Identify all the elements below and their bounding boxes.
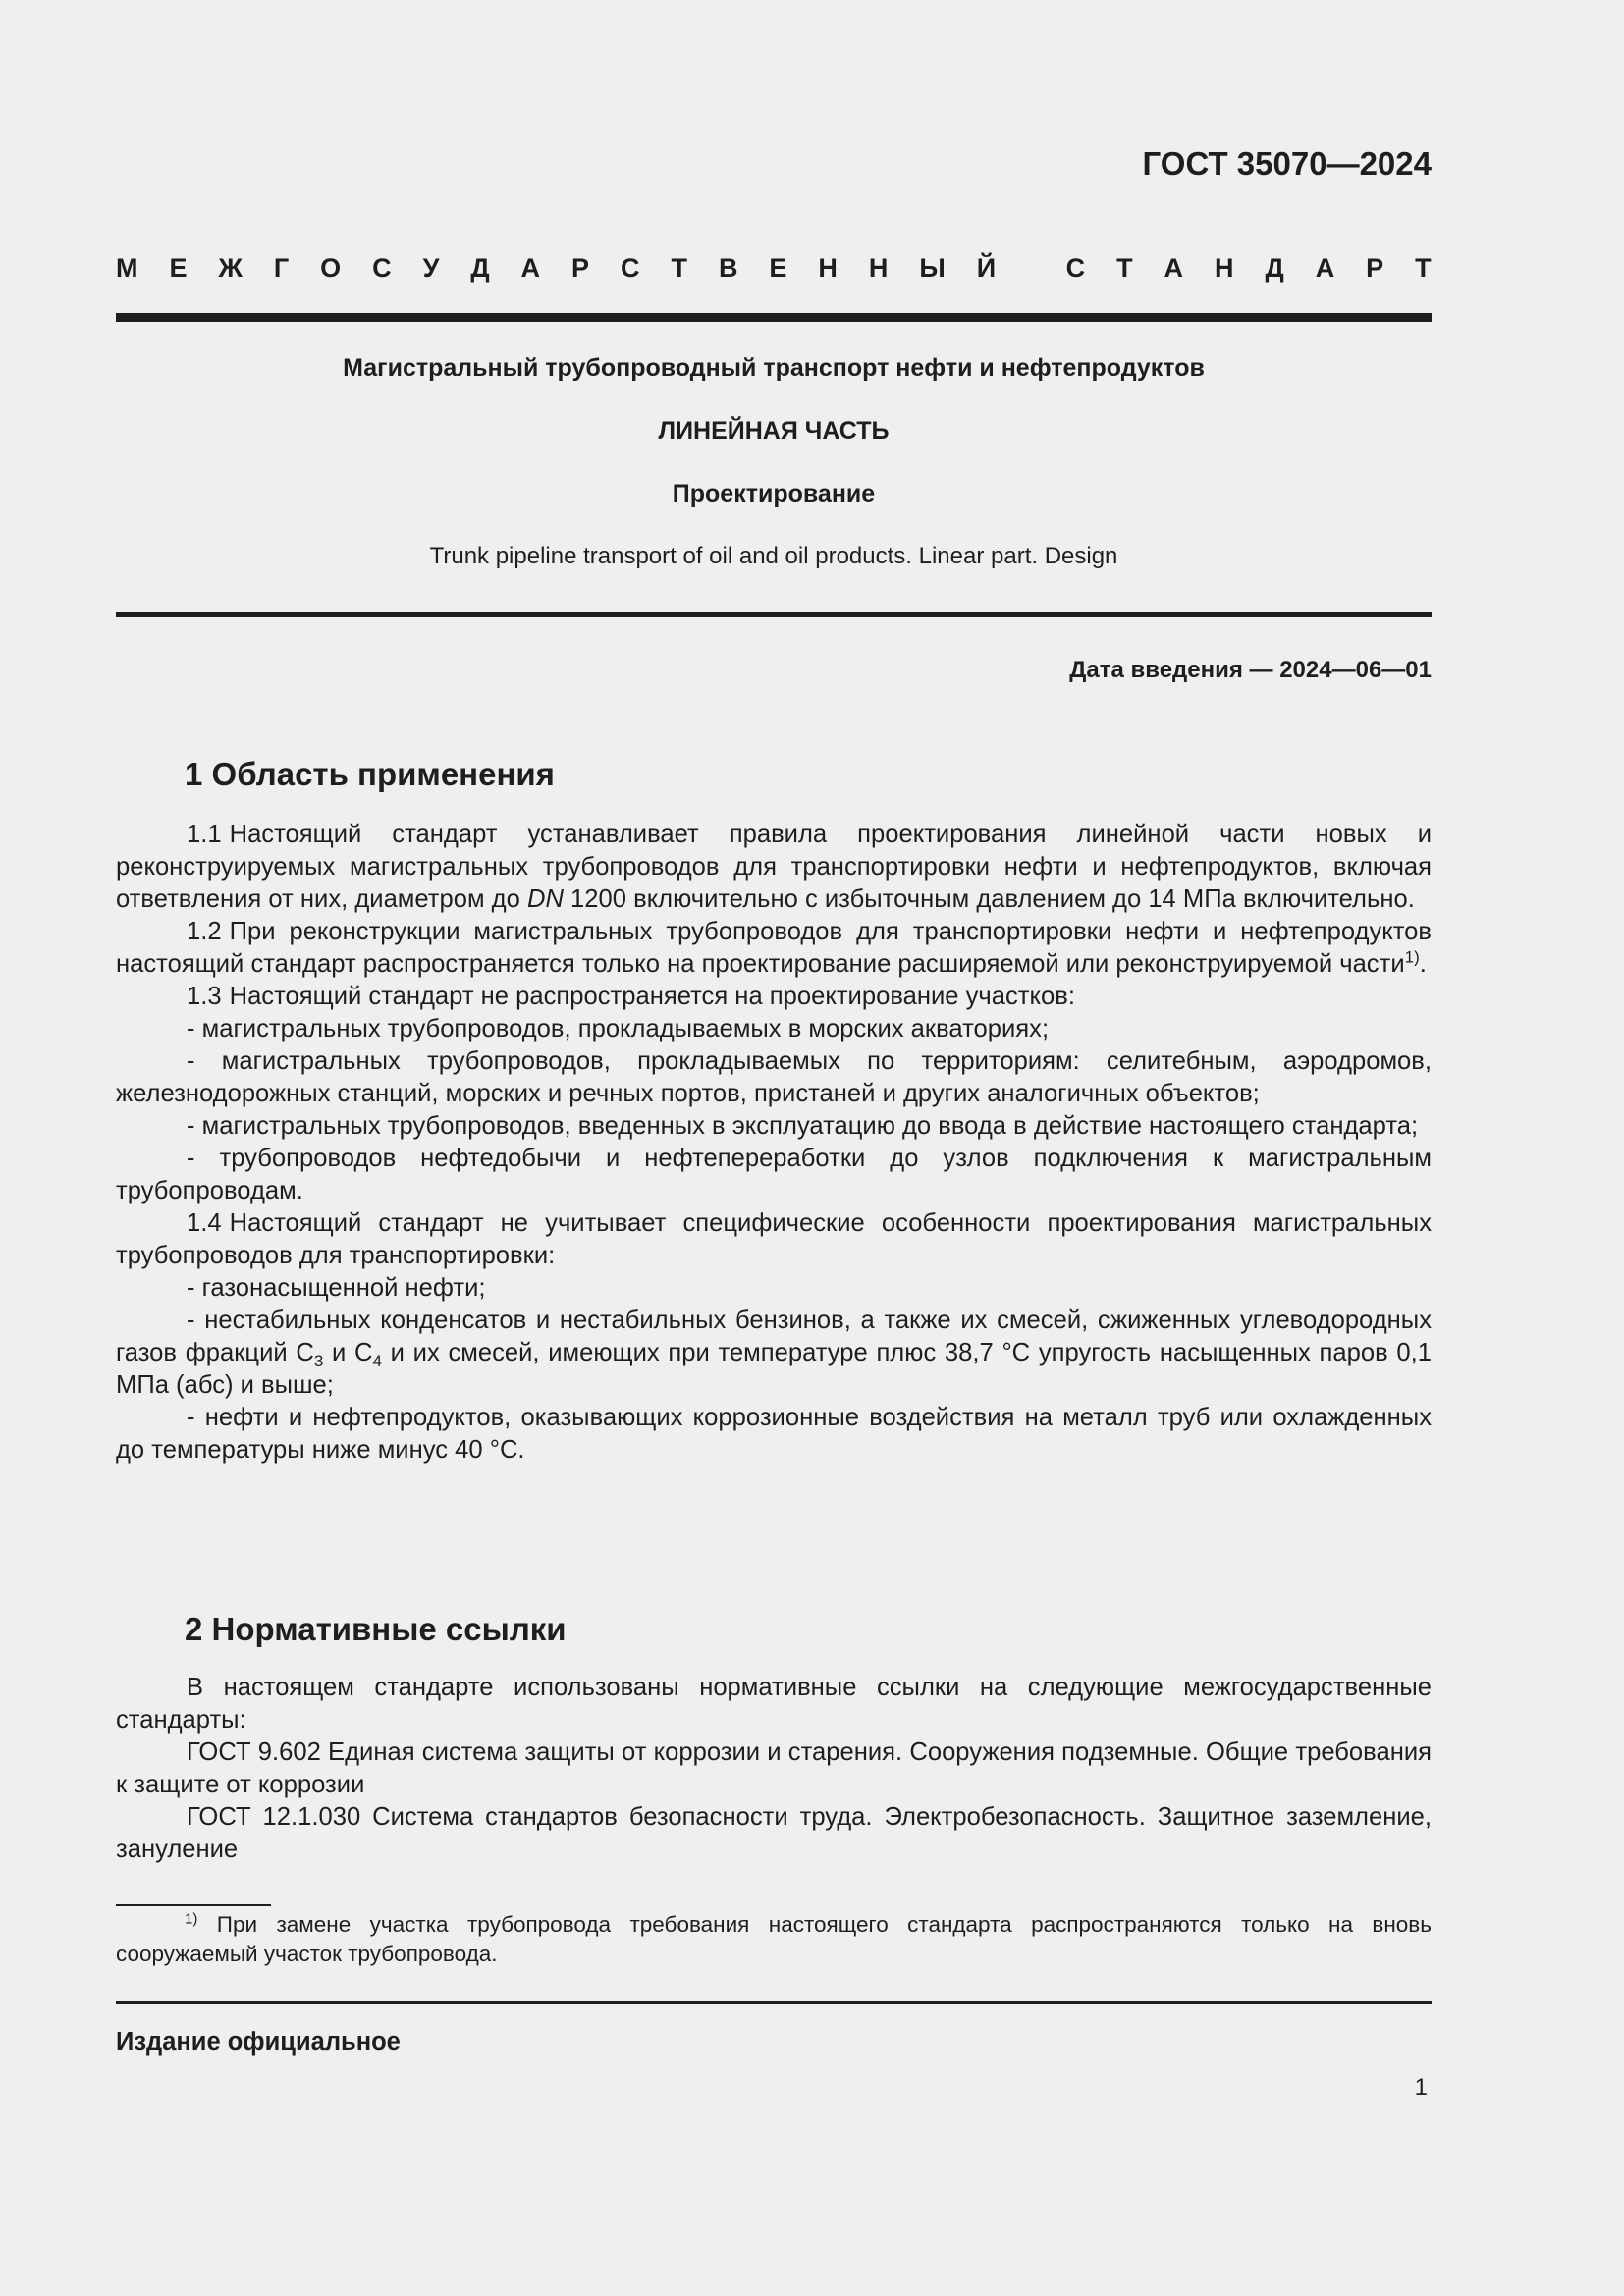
normative-reference: ГОСТ 12.1.030 Система стандартов безопасности труда. Электробезопасность. Защитное заземление, зануление xyxy=(116,1803,1432,1863)
standard-label-letter: Н xyxy=(818,253,838,283)
paragraph-text: При реконструкции магистральных трубопроводов для транспортировки нефти и нефтепродуктов настоящий стандарт распространяется только на проектирование расширяемой или реконструируемой части xyxy=(116,918,1432,978)
standard-label-letter: Р xyxy=(1366,253,1384,283)
standard-label-letter: Т xyxy=(671,253,687,283)
footnote xyxy=(116,1910,1432,1969)
standard-label-letter: М xyxy=(116,253,138,283)
document-title: Магистральный трубопроводный транспорт нефти и нефтепродуктов xyxy=(343,354,1205,382)
standard-label-letter: А xyxy=(520,253,541,283)
document-part: ЛИНЕЙНАЯ ЧАСТЬ xyxy=(658,417,890,445)
list-item: - магистральных трубопроводов, прокладываемых в морских акваториях; xyxy=(187,1015,1050,1042)
section-1-body xyxy=(116,819,1432,1467)
interstate-standard-label xyxy=(116,253,1432,284)
document-subtitle: Проектирование xyxy=(672,480,876,507)
footnote-text: При замене участка трубопровода требования настоящего стандарта распространяются только на вновь сооружаемый участок трубопровода. xyxy=(116,1912,1432,1966)
standard-label-letter: А xyxy=(1164,253,1184,283)
list-item xyxy=(116,1305,1432,1402)
paragraph-1-4 xyxy=(116,1207,1432,1272)
standard-label-letter: Т xyxy=(1116,253,1133,283)
standard-label-letter: Ж xyxy=(218,253,243,283)
paragraph-number: 1.3 xyxy=(187,983,222,1010)
standard-label-letter: Д xyxy=(470,253,490,283)
section-2-intro: В настоящем стандарте использованы нормативные ссылки на следующие межгосударственные стандарты: xyxy=(116,1674,1432,1734)
standard-label-letter: Ы xyxy=(919,253,946,283)
list-item: - магистральных трубопроводов, введенных в эксплуатацию до ввода в действие настоящего стандарта; xyxy=(187,1112,1419,1140)
standard-label-letter: Г xyxy=(273,253,290,283)
footer-rule xyxy=(116,2001,1432,2004)
subscript: 3 xyxy=(313,1352,324,1371)
paragraph-text: Настоящий стандарт устанавливает правила проектирования линейной части новых и реконструируемых магистральных трубопроводов для транспортировки нефти и нефтепродуктов, включая ответвления от них, диаметром до xyxy=(116,821,1432,913)
footnote-separator xyxy=(116,1904,271,1906)
standard-label-letter: О xyxy=(320,253,342,283)
paragraph-number: 1.2 xyxy=(187,918,222,945)
paragraph-text: 1200 включительно с избыточным давлением до 14 МПа включительно. xyxy=(563,885,1415,913)
paragraph-number: 1.4 xyxy=(187,1209,222,1237)
standard-label-letter: У xyxy=(422,253,440,283)
paragraph-text: . xyxy=(1419,950,1427,978)
document-number: ГОСТ 35070—2024 xyxy=(1142,145,1432,182)
paragraph-text: Настоящий стандарт не учитывает специфические особенности проектирования магистральных трубопроводов для транспортировки: xyxy=(116,1209,1432,1269)
list-item-text: и их смесей, имеющих при температуре плюс 38,7 °С упругость насыщенных паров 0,1 МПа (абс) и выше; xyxy=(116,1339,1432,1399)
introduction-date: Дата введения — 2024—06—01 xyxy=(1069,657,1432,683)
standard-label-letter: Р xyxy=(571,253,590,283)
list-item: - трубопроводов нефтедобычи и нефтепереработки до узлов подключения к магистральным трубопроводам. xyxy=(116,1145,1432,1204)
footnote-ref: 1) xyxy=(1404,947,1420,967)
list-item-text: и С xyxy=(323,1339,373,1366)
top-rule xyxy=(116,313,1432,322)
standard-label-letter: Й xyxy=(976,253,997,283)
standard-label-letter: В xyxy=(718,253,738,283)
list-item-text: - нестабильных конденсатов и нестабильных бензинов, а также их смесей, сжиженных углеводородных газов фракций С xyxy=(116,1307,1432,1366)
paragraph-number: 1.1 xyxy=(187,821,222,848)
page-number: 1 xyxy=(1414,2074,1428,2101)
normative-reference: ГОСТ 9.602 Единая система защиты от коррозии и старения. Сооружения подземные. Общие требования к защите от коррозии xyxy=(116,1738,1432,1798)
standard-label-letter: А xyxy=(1315,253,1335,283)
edition-label: Издание официальное xyxy=(116,2028,401,2056)
standard-label-letter: Д xyxy=(1265,253,1284,283)
standard-label-letter: С xyxy=(1065,253,1086,283)
section-1-title: 1 Область применения xyxy=(185,756,555,792)
paragraph-text: Настоящий стандарт не распространяется на проектирование участков: xyxy=(229,983,1075,1010)
standard-label-letter: Е xyxy=(169,253,188,283)
paragraph-1-3 xyxy=(116,981,1432,1013)
section-2-title: 2 Нормативные ссылки xyxy=(185,1611,567,1647)
list-item: - газонасыщенной нефти; xyxy=(187,1274,486,1302)
standard-label-letter: Т xyxy=(1415,253,1432,283)
standard-label-letter: С xyxy=(372,253,392,283)
dn-symbol: DN xyxy=(526,885,564,913)
standard-label-letter: Н xyxy=(1215,253,1234,283)
footnote-mark: 1) xyxy=(185,1910,198,1928)
paragraph-1-2 xyxy=(116,916,1432,981)
standard-label-letter xyxy=(1027,253,1035,284)
standard-label-letter: С xyxy=(621,253,640,283)
list-item: - магистральных трубопроводов, прокладываемых по территориям: селитебным, аэродромов, железнодорожных станций, морских и речных портов, пристаней и других аналогичных объектов; xyxy=(116,1047,1432,1107)
standard-label-letter: Е xyxy=(769,253,787,283)
standard-label-letter: Н xyxy=(868,253,889,283)
english-title: Trunk pipeline transport of oil and oil products. Linear part. Design xyxy=(429,543,1118,569)
title-bottom-rule xyxy=(116,612,1432,617)
paragraph-1-1 xyxy=(116,819,1432,916)
list-item: - нефти и нефтепродуктов, оказывающих коррозионные воздействия на металл труб или охлажденных до температуры ниже минус 40 °С. xyxy=(116,1404,1432,1464)
section-2-body xyxy=(116,1672,1432,1866)
subscript: 4 xyxy=(372,1352,382,1371)
